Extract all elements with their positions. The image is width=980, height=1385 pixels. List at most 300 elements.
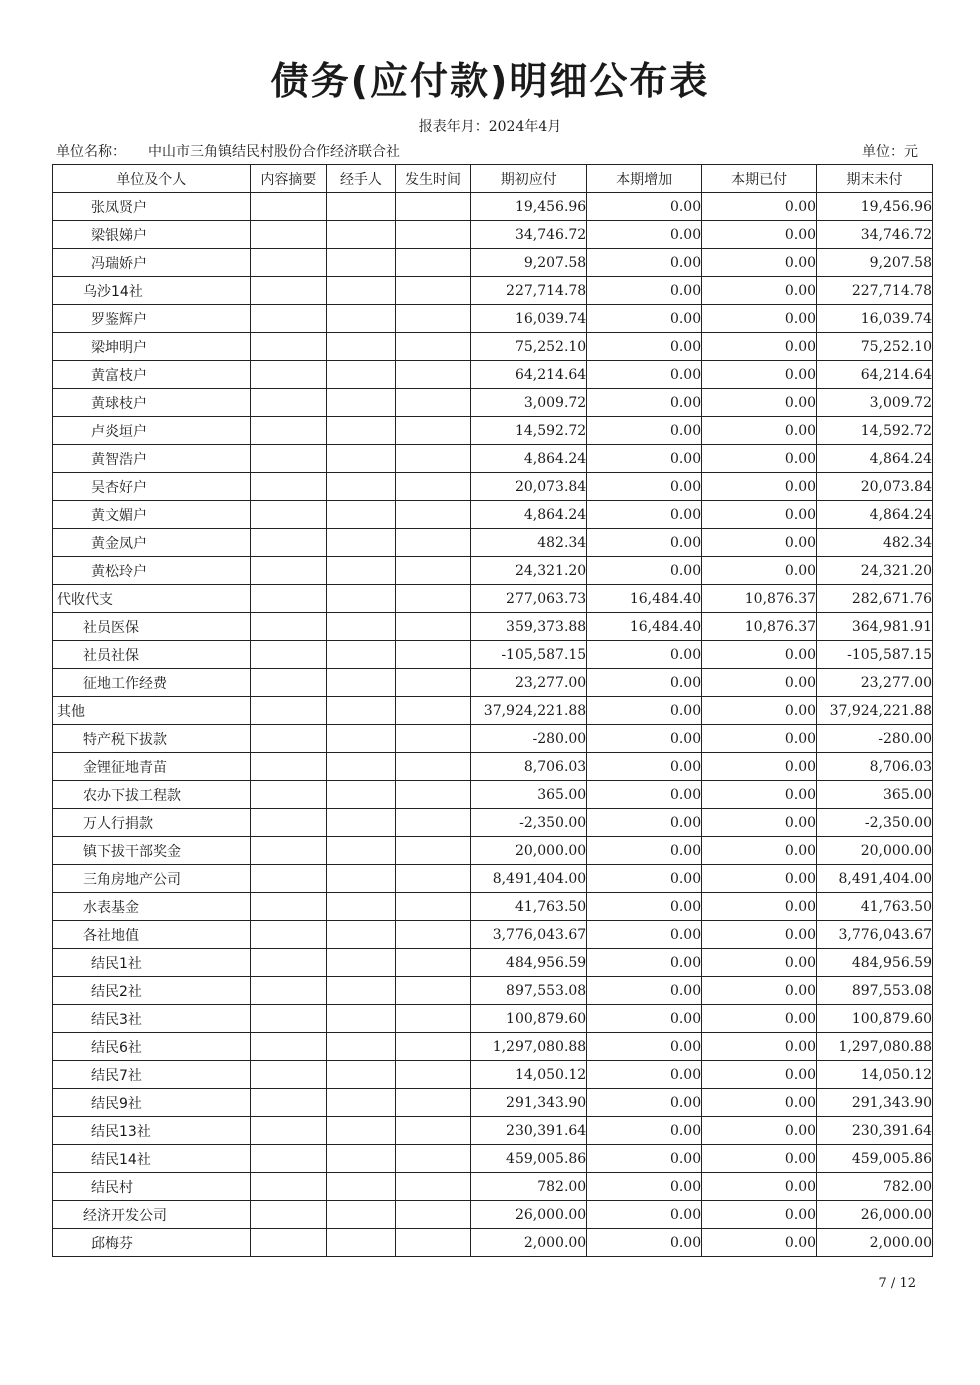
- increase-cell: 0.00: [587, 753, 702, 781]
- summary-cell: [250, 921, 327, 949]
- date-cell: [395, 473, 471, 501]
- date-cell: [395, 1145, 471, 1173]
- handler-cell: [327, 389, 396, 417]
- paid-cell: 0.00: [702, 361, 817, 389]
- entity-name-cell: 邱梅芬: [53, 1229, 251, 1257]
- summary-cell: [250, 697, 327, 725]
- date-cell: [395, 865, 471, 893]
- handler-cell: [327, 1033, 396, 1061]
- org-label: 单位名称：: [56, 144, 126, 160]
- increase-cell: 0.00: [587, 249, 702, 277]
- column-header: 本期增加: [587, 165, 702, 193]
- date-cell: [395, 305, 471, 333]
- opening-balance-cell: 897,553.08: [471, 977, 587, 1005]
- handler-cell: [327, 305, 396, 333]
- entity-name-cell: 梁坤明户: [53, 333, 251, 361]
- opening-balance-cell: 782.00: [471, 1173, 587, 1201]
- column-header: 内容摘要: [250, 165, 327, 193]
- entity-name-cell: 其他: [53, 697, 251, 725]
- closing-balance-cell: 3,776,043.67: [817, 921, 933, 949]
- closing-balance-cell: 14,592.72: [817, 417, 933, 445]
- increase-cell: 0.00: [587, 361, 702, 389]
- entity-name-cell: 结民3社: [53, 1005, 251, 1033]
- handler-cell: [327, 921, 396, 949]
- unit-line: [56, 141, 918, 161]
- entity-name-cell: 黄智浩户: [53, 445, 251, 473]
- column-header: 发生时间: [395, 165, 471, 193]
- summary-cell: [250, 585, 327, 613]
- increase-cell: 0.00: [587, 445, 702, 473]
- summary-cell: [250, 949, 327, 977]
- summary-cell: [250, 753, 327, 781]
- handler-cell: [327, 613, 396, 641]
- increase-cell: 0.00: [587, 1005, 702, 1033]
- table-row: [53, 221, 933, 249]
- closing-balance-cell: 37,924,221.88: [817, 697, 933, 725]
- opening-balance-cell: -280.00: [471, 725, 587, 753]
- opening-balance-cell: -2,350.00: [471, 809, 587, 837]
- table-row: [53, 585, 933, 613]
- date-cell: [395, 1117, 471, 1145]
- entity-name-cell: 万人行捐款: [53, 809, 251, 837]
- opening-balance-cell: 34,746.72: [471, 221, 587, 249]
- summary-cell: [250, 277, 327, 305]
- increase-cell: 0.00: [587, 1173, 702, 1201]
- table-row: [53, 473, 933, 501]
- opening-balance-cell: 1,297,080.88: [471, 1033, 587, 1061]
- increase-cell: 0.00: [587, 389, 702, 417]
- date-cell: [395, 221, 471, 249]
- date-cell: [395, 725, 471, 753]
- date-cell: [395, 837, 471, 865]
- paid-cell: 0.00: [702, 977, 817, 1005]
- table-row: [53, 1201, 933, 1229]
- entity-name-cell: 结民2社: [53, 977, 251, 1005]
- entity-name-cell: 黄富枝户: [53, 361, 251, 389]
- paid-cell: 0.00: [702, 1061, 817, 1089]
- increase-cell: 0.00: [587, 221, 702, 249]
- opening-balance-cell: 20,000.00: [471, 837, 587, 865]
- paid-cell: 0.00: [702, 305, 817, 333]
- opening-balance-cell: 16,039.74: [471, 305, 587, 333]
- summary-cell: [250, 1061, 327, 1089]
- closing-balance-cell: 20,000.00: [817, 837, 933, 865]
- handler-cell: [327, 1201, 396, 1229]
- date-cell: [395, 557, 471, 585]
- paid-cell: 0.00: [702, 249, 817, 277]
- opening-balance-cell: 4,864.24: [471, 445, 587, 473]
- increase-cell: 0.00: [587, 809, 702, 837]
- paid-cell: 10,876.37: [702, 585, 817, 613]
- closing-balance-cell: 9,207.58: [817, 249, 933, 277]
- entity-name-cell: 经济开发公司: [53, 1201, 251, 1229]
- opening-balance-cell: 41,763.50: [471, 893, 587, 921]
- summary-cell: [250, 725, 327, 753]
- increase-cell: 0.00: [587, 669, 702, 697]
- opening-balance-cell: 8,491,404.00: [471, 865, 587, 893]
- opening-balance-cell: 3,776,043.67: [471, 921, 587, 949]
- handler-cell: [327, 417, 396, 445]
- increase-cell: 0.00: [587, 305, 702, 333]
- paid-cell: 0.00: [702, 445, 817, 473]
- header-row: [53, 165, 933, 193]
- summary-cell: [250, 193, 327, 221]
- handler-cell: [327, 809, 396, 837]
- paid-cell: 0.00: [702, 389, 817, 417]
- report-date: 报表年月：2024年4月: [418, 119, 562, 135]
- handler-cell: [327, 1061, 396, 1089]
- date-cell: [395, 921, 471, 949]
- closing-balance-cell: 291,343.90: [817, 1089, 933, 1117]
- date-cell: [395, 361, 471, 389]
- summary-cell: [250, 529, 327, 557]
- increase-cell: 0.00: [587, 725, 702, 753]
- paid-cell: 0.00: [702, 417, 817, 445]
- opening-balance-cell: 459,005.86: [471, 1145, 587, 1173]
- paid-cell: 0.00: [702, 949, 817, 977]
- table-row: [53, 277, 933, 305]
- paid-cell: 0.00: [702, 753, 817, 781]
- table-row: [53, 613, 933, 641]
- column-header: 期末未付: [817, 165, 933, 193]
- column-header: 期初应付: [471, 165, 587, 193]
- opening-balance-cell: 277,063.73: [471, 585, 587, 613]
- closing-balance-cell: 16,039.74: [817, 305, 933, 333]
- date-cell: [395, 669, 471, 697]
- date-cell: [395, 809, 471, 837]
- paid-cell: 0.00: [702, 557, 817, 585]
- closing-balance-cell: 459,005.86: [817, 1145, 933, 1173]
- increase-cell: 0.00: [587, 865, 702, 893]
- date-cell: [395, 1005, 471, 1033]
- table-row: [53, 333, 933, 361]
- summary-cell: [250, 1229, 327, 1257]
- opening-balance-cell: 3,009.72: [471, 389, 587, 417]
- opening-balance-cell: 291,343.90: [471, 1089, 587, 1117]
- increase-cell: 0.00: [587, 501, 702, 529]
- paid-cell: 0.00: [702, 277, 817, 305]
- table-row: [53, 1061, 933, 1089]
- paid-cell: 0.00: [702, 921, 817, 949]
- currency-unit: 单位：元: [862, 144, 918, 160]
- increase-cell: 0.00: [587, 781, 702, 809]
- paid-cell: 0.00: [702, 473, 817, 501]
- entity-name-cell: 黄球枝户: [53, 389, 251, 417]
- date-cell: [395, 781, 471, 809]
- paid-cell: 0.00: [702, 781, 817, 809]
- increase-cell: 16,484.40: [587, 613, 702, 641]
- paid-cell: 0.00: [702, 529, 817, 557]
- handler-cell: [327, 949, 396, 977]
- paid-cell: 0.00: [702, 193, 817, 221]
- summary-cell: [250, 613, 327, 641]
- date-cell: [395, 445, 471, 473]
- table-row: [53, 445, 933, 473]
- summary-cell: [250, 361, 327, 389]
- handler-cell: [327, 333, 396, 361]
- closing-balance-cell: 482.34: [817, 529, 933, 557]
- table-row: [53, 669, 933, 697]
- org-name: 中山市三角镇结民村股份合作经济联合社: [148, 144, 400, 160]
- table-row: [53, 921, 933, 949]
- closing-balance-cell: 4,864.24: [817, 445, 933, 473]
- handler-cell: [327, 193, 396, 221]
- closing-balance-cell: 364,981.91: [817, 613, 933, 641]
- handler-cell: [327, 669, 396, 697]
- column-header: 本期已付: [702, 165, 817, 193]
- closing-balance-cell: 782.00: [817, 1173, 933, 1201]
- summary-cell: [250, 1033, 327, 1061]
- closing-balance-cell: 41,763.50: [817, 893, 933, 921]
- table-row: [53, 529, 933, 557]
- increase-cell: 0.00: [587, 1229, 702, 1257]
- date-cell: [395, 949, 471, 977]
- opening-balance-cell: 23,277.00: [471, 669, 587, 697]
- handler-cell: [327, 501, 396, 529]
- increase-cell: 0.00: [587, 893, 702, 921]
- handler-cell: [327, 361, 396, 389]
- handler-cell: [327, 641, 396, 669]
- summary-cell: [250, 977, 327, 1005]
- table-row: [53, 1173, 933, 1201]
- entity-name-cell: 冯瑞娇户: [53, 249, 251, 277]
- paid-cell: 0.00: [702, 697, 817, 725]
- increase-cell: 0.00: [587, 557, 702, 585]
- paid-cell: 0.00: [702, 1145, 817, 1173]
- handler-cell: [327, 557, 396, 585]
- opening-balance-cell: 484,956.59: [471, 949, 587, 977]
- increase-cell: 0.00: [587, 977, 702, 1005]
- closing-balance-cell: 8,706.03: [817, 753, 933, 781]
- entity-name-cell: 社员医保: [53, 613, 251, 641]
- table-row: [53, 1089, 933, 1117]
- handler-cell: [327, 1117, 396, 1145]
- paid-cell: 0.00: [702, 1005, 817, 1033]
- date-cell: [395, 1033, 471, 1061]
- handler-cell: [327, 781, 396, 809]
- date-cell: [395, 1229, 471, 1257]
- table-row: [53, 837, 933, 865]
- closing-balance-cell: 3,009.72: [817, 389, 933, 417]
- ledger-body: [53, 193, 933, 1257]
- opening-balance-cell: 64,214.64: [471, 361, 587, 389]
- summary-cell: [250, 641, 327, 669]
- summary-cell: [250, 1089, 327, 1117]
- increase-cell: 0.00: [587, 697, 702, 725]
- summary-cell: [250, 333, 327, 361]
- handler-cell: [327, 1089, 396, 1117]
- table-row: [53, 781, 933, 809]
- table-row: [53, 865, 933, 893]
- table-row: [53, 361, 933, 389]
- date-cell: [395, 1173, 471, 1201]
- closing-balance-cell: 484,956.59: [817, 949, 933, 977]
- date-cell: [395, 277, 471, 305]
- summary-cell: [250, 865, 327, 893]
- summary-cell: [250, 781, 327, 809]
- table-row: [53, 417, 933, 445]
- handler-cell: [327, 529, 396, 557]
- handler-cell: [327, 1173, 396, 1201]
- entity-name-cell: 特产税下拔款: [53, 725, 251, 753]
- opening-balance-cell: 14,050.12: [471, 1061, 587, 1089]
- closing-balance-cell: 100,879.60: [817, 1005, 933, 1033]
- entity-name-cell: 水表基金: [53, 893, 251, 921]
- summary-cell: [250, 445, 327, 473]
- paid-cell: 0.00: [702, 221, 817, 249]
- entity-name-cell: 梁银娣户: [53, 221, 251, 249]
- handler-cell: [327, 865, 396, 893]
- paid-cell: 0.00: [702, 725, 817, 753]
- increase-cell: 0.00: [587, 1117, 702, 1145]
- closing-balance-cell: 365.00: [817, 781, 933, 809]
- date-cell: [395, 1089, 471, 1117]
- paid-cell: 0.00: [702, 501, 817, 529]
- closing-balance-cell: 1,297,080.88: [817, 1033, 933, 1061]
- opening-balance-cell: -105,587.15: [471, 641, 587, 669]
- summary-cell: [250, 417, 327, 445]
- entity-name-cell: 结民1社: [53, 949, 251, 977]
- summary-cell: [250, 557, 327, 585]
- table-row: [53, 1033, 933, 1061]
- date-cell: [395, 501, 471, 529]
- ledger-table: [52, 164, 933, 1257]
- closing-balance-cell: -2,350.00: [817, 809, 933, 837]
- summary-cell: [250, 305, 327, 333]
- table-row: [53, 501, 933, 529]
- opening-balance-cell: 482.34: [471, 529, 587, 557]
- closing-balance-cell: 897,553.08: [817, 977, 933, 1005]
- entity-name-cell: 代收代支: [53, 585, 251, 613]
- summary-cell: [250, 893, 327, 921]
- table-row: [53, 1229, 933, 1257]
- date-cell: [395, 193, 471, 221]
- date-cell: [395, 585, 471, 613]
- summary-cell: [250, 669, 327, 697]
- increase-cell: 16,484.40: [587, 585, 702, 613]
- date-cell: [395, 417, 471, 445]
- summary-cell: [250, 1005, 327, 1033]
- table-row: [53, 1145, 933, 1173]
- page-title: 债务(应付款)明细公布表: [270, 59, 710, 103]
- column-header: 单位及个人: [53, 165, 251, 193]
- closing-balance-cell: 26,000.00: [817, 1201, 933, 1229]
- table-row: [53, 1117, 933, 1145]
- entity-name-cell: 罗鉴辉户: [53, 305, 251, 333]
- summary-cell: [250, 1173, 327, 1201]
- date-cell: [395, 529, 471, 557]
- closing-balance-cell: 14,050.12: [817, 1061, 933, 1089]
- handler-cell: [327, 837, 396, 865]
- closing-balance-cell: 23,277.00: [817, 669, 933, 697]
- summary-cell: [250, 389, 327, 417]
- entity-name-cell: 结民6社: [53, 1033, 251, 1061]
- handler-cell: [327, 1005, 396, 1033]
- closing-balance-cell: 227,714.78: [817, 277, 933, 305]
- entity-name-cell: 黄文媚户: [53, 501, 251, 529]
- table-row: [53, 193, 933, 221]
- handler-cell: [327, 1229, 396, 1257]
- entity-name-cell: 金锂征地青苗: [53, 753, 251, 781]
- opening-balance-cell: 9,207.58: [471, 249, 587, 277]
- summary-cell: [250, 809, 327, 837]
- opening-balance-cell: 37,924,221.88: [471, 697, 587, 725]
- opening-balance-cell: 4,864.24: [471, 501, 587, 529]
- entity-name-cell: 结民13社: [53, 1117, 251, 1145]
- closing-balance-cell: 4,864.24: [817, 501, 933, 529]
- opening-balance-cell: 230,391.64: [471, 1117, 587, 1145]
- table-row: [53, 697, 933, 725]
- closing-balance-cell: 282,671.76: [817, 585, 933, 613]
- table-row: [53, 641, 933, 669]
- opening-balance-cell: 75,252.10: [471, 333, 587, 361]
- handler-cell: [327, 473, 396, 501]
- entity-name-cell: 结民14社: [53, 1145, 251, 1173]
- opening-balance-cell: 227,714.78: [471, 277, 587, 305]
- opening-balance-cell: 14,592.72: [471, 417, 587, 445]
- paid-cell: 0.00: [702, 837, 817, 865]
- summary-cell: [250, 249, 327, 277]
- paid-cell: 0.00: [702, 1201, 817, 1229]
- entity-name-cell: 结民7社: [53, 1061, 251, 1089]
- paid-cell: 0.00: [702, 1117, 817, 1145]
- opening-balance-cell: 20,073.84: [471, 473, 587, 501]
- handler-cell: [327, 893, 396, 921]
- table-row: [53, 249, 933, 277]
- summary-cell: [250, 1145, 327, 1173]
- closing-balance-cell: 24,321.20: [817, 557, 933, 585]
- paid-cell: 10,876.37: [702, 613, 817, 641]
- opening-balance-cell: 26,000.00: [471, 1201, 587, 1229]
- increase-cell: 0.00: [587, 417, 702, 445]
- paid-cell: 0.00: [702, 1089, 817, 1117]
- date-cell: [395, 977, 471, 1005]
- date-cell: [395, 893, 471, 921]
- summary-cell: [250, 473, 327, 501]
- increase-cell: 0.00: [587, 277, 702, 305]
- entity-name-cell: 三角房地产公司: [53, 865, 251, 893]
- entity-name-cell: 黄松玲户: [53, 557, 251, 585]
- closing-balance-cell: -105,587.15: [817, 641, 933, 669]
- date-cell: [395, 697, 471, 725]
- closing-balance-cell: 230,391.64: [817, 1117, 933, 1145]
- table-row: [53, 557, 933, 585]
- paid-cell: 0.00: [702, 1033, 817, 1061]
- increase-cell: 0.00: [587, 1145, 702, 1173]
- opening-balance-cell: 8,706.03: [471, 753, 587, 781]
- paid-cell: 0.00: [702, 809, 817, 837]
- table-row: [53, 809, 933, 837]
- paid-cell: 0.00: [702, 865, 817, 893]
- closing-balance-cell: 75,252.10: [817, 333, 933, 361]
- entity-name-cell: 各社地值: [53, 921, 251, 949]
- closing-balance-cell: 64,214.64: [817, 361, 933, 389]
- table-row: [53, 725, 933, 753]
- paid-cell: 0.00: [702, 1173, 817, 1201]
- entity-name-cell: 农办下拔工程款: [53, 781, 251, 809]
- increase-cell: 0.00: [587, 921, 702, 949]
- entity-name-cell: 张凤贤户: [53, 193, 251, 221]
- entity-name-cell: 卢炎垣户: [53, 417, 251, 445]
- increase-cell: 0.00: [587, 1089, 702, 1117]
- increase-cell: 0.00: [587, 333, 702, 361]
- opening-balance-cell: 19,456.96: [471, 193, 587, 221]
- entity-name-cell: 镇下拔干部奖金: [53, 837, 251, 865]
- handler-cell: [327, 249, 396, 277]
- handler-cell: [327, 221, 396, 249]
- date-cell: [395, 613, 471, 641]
- date-cell: [395, 753, 471, 781]
